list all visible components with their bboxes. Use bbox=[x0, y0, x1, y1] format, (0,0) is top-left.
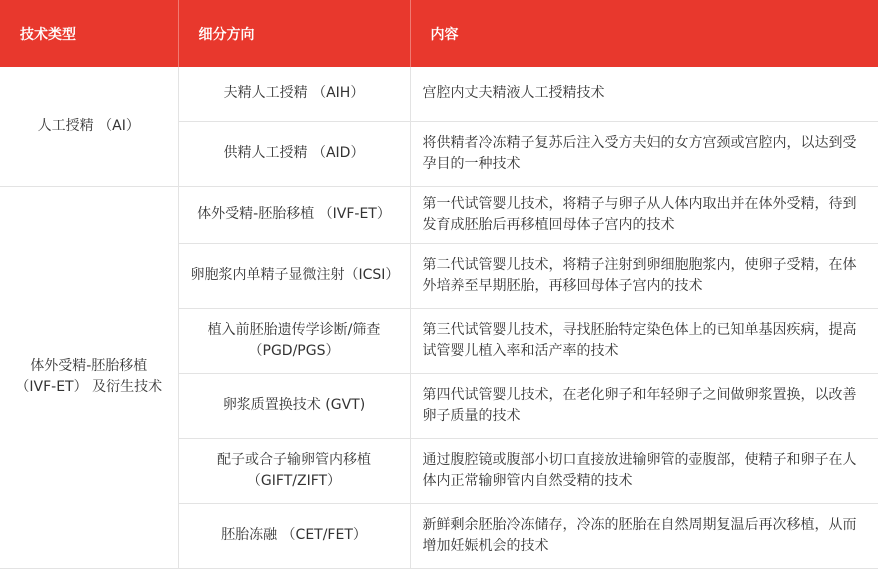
header-sub: 细分方向 bbox=[178, 0, 410, 67]
table-row bbox=[0, 67, 878, 121]
content-cell: 宫腔内丈夫精液人工授精技术 bbox=[410, 67, 878, 121]
content-cell: 第二代试管婴儿技术，将精子注射到卵细胞胞浆内，使卵子受精，在体外培养至早期胚胎，再移回母体子宫内的技术 bbox=[410, 243, 878, 308]
sub-cell: 卵浆质置换技术 (GVT) bbox=[178, 373, 410, 438]
content-cell: 第三代试管婴儿技术，寻找胚胎特定染色体上的已知单基因疾病，提高试管婴儿植入率和活产率的技术 bbox=[410, 308, 878, 373]
content-cell: 通过腹腔镜或腹部小切口直接放进输卵管的壶腹部，使精子和卵子在人体内正常输卵管内自然受精的技术 bbox=[410, 438, 878, 503]
sub-cell: 配子或合子输卵管内移植（GIFT/ZIFT） bbox=[178, 438, 410, 503]
sub-cell: 夫精人工授精 （AIH） bbox=[178, 67, 410, 121]
sub-cell: 胚胎冻融 （CET/FET） bbox=[178, 503, 410, 568]
sub-cell: 卵胞浆内单精子显微注射（ICSI） bbox=[178, 243, 410, 308]
content-cell: 第一代试管婴儿技术，将精子与卵子从人体内取出并在体外受精，待到发育成胚胎后再移植回母体子宫内的技术 bbox=[410, 186, 878, 243]
header-content: 内容 bbox=[410, 0, 878, 67]
header-row bbox=[0, 0, 878, 67]
header-type: 技术类型 bbox=[0, 0, 178, 67]
sub-cell: 植入前胚胎遗传学诊断/筛查（PGD/PGS） bbox=[178, 308, 410, 373]
sub-cell: 体外受精-胚胎移植 （IVF-ET） bbox=[178, 186, 410, 243]
content-cell: 将供精者冷冻精子复苏后注入受方夫妇的女方宫颈或宫腔内，以达到受孕目的一种技术 bbox=[410, 121, 878, 186]
sub-cell: 供精人工授精 （AID） bbox=[178, 121, 410, 186]
type-cell: 人工授精 （AI） bbox=[0, 67, 178, 186]
content-cell: 新鲜剩余胚胎冷冻储存，冷冻的胚胎在自然周期复温后再次移植，从而增加妊娠机会的技术 bbox=[410, 503, 878, 568]
content-cell: 第四代试管婴儿技术，在老化卵子和年轻卵子之间做卵浆置换，以改善卵子质量的技术 bbox=[410, 373, 878, 438]
type-cell: 体外受精-胚胎移植（IVF-ET） 及衍生技术 bbox=[0, 186, 178, 568]
table-row bbox=[0, 186, 878, 243]
